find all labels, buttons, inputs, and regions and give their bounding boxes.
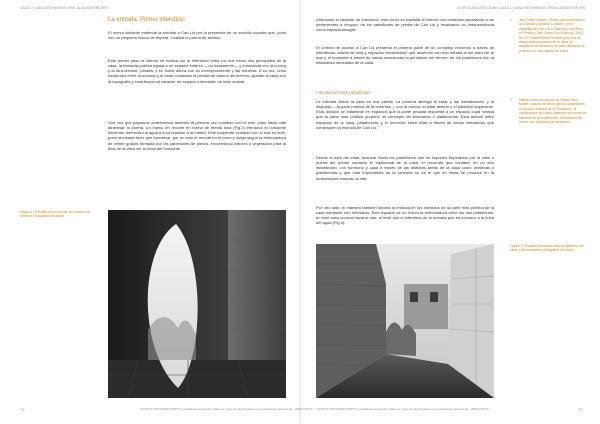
footnote-text: Jan Fisher Holmes, "Sobre Las escaleras de la Guardia y Ajurana" Lucilatro, en el complejo de Can Lis en Mallorca, Ana Ruiz en Pelzer y Jørn Utzon Cia: Edificios, 2010, 80-10. Rafael Moneo entrado (sin) con la casa cuñando cuando en la casa, el arquitecto la estructura de paso utilizando la posicion en una lugares se enfriá. <box>519 18 586 53</box>
left-footer: VIVIR LA ARQUITECTURA | La arquitectura de Jørn Utzon en Can Lis. El intersticio como elemento proyectual · ISBN 978-84 <box>140 407 313 411</box>
left-paragraph-3: Una vez que pasamos observamos también la primera vez contacto con el mar, pues nada más atravesar la puerta, un hueco en recorte en forma de media luna (Fig.2) enmarca el horizonte haciendo referencia al agua y a su relación a la marea. Este incipiente contacto con el mar es leve, pues la mirada tiene que enmarcar, por un lado el recorte en el muro y luego seguir la embocadura de veinte grados formada por los pabellones de piedra, encontrando árboles y vegetación para al final de la vista ver la línea del horizonte. <box>108 120 286 151</box>
section-title: La entrada: Primer intersticio <box>108 17 185 23</box>
footnote-text: Hablan a ello sin acento de Henrik Sten Møller, coautor del texto para los pabellones en la tesis doctoral de la Vindobona, la construcción de Utzon sustenta mucho en los estudios de la Arquitectura, la Estrutura de Utzon, con la fiducia de ocupación. <box>519 98 587 125</box>
right-page-number: 73 <box>578 407 583 412</box>
courtyard-corridor-photo <box>316 244 494 398</box>
footnote-number: 1 <box>510 18 512 22</box>
right-running-head: VIVIR LA ARQUITECTURA | CASA 1 | CASA SITEI NINHOS LERI ALOA KARTINE ERO <box>457 6 586 10</box>
page-gutter <box>299 0 301 424</box>
right-paragraph-1: Afirmando el carácter de intersticio, este muro se traslada al interior con cerámica separando a los pertenientes a ninguno de los pabellones de piedra de Can Lis y mostrando su independencia como espacio bisagra. <box>316 17 494 33</box>
footnote-1 <box>510 18 587 53</box>
right-paragraph-2: El umbral de acceso a Can Lis presenta el primera parte de un complejo recorrido a través de intersticios, salvos de cota y espacios intermedios¹ que ascendió con una mirada al sur para ver el mar y el horizonte a través de varias sucesiones la pendiente del terreno de los pabellones con la naturaleza inmediata de la casa. <box>316 45 494 66</box>
courtyard-photo-graphic <box>316 244 494 398</box>
entrance-half-moon-photo <box>108 210 286 398</box>
right-paragraph-3: La entrada divide la casa en dos partes. La primera alberga el estar y las habitaciones, y la segunda —la parte pública de la vivienda—, con la cocina, el estar abierto y el pabellón adyacente. Esta división se establece en espacios que la parte privada responde a un espacio cuya mirada que la parte más pública propone un concepto de tenedores o plataformas. Esta ambos entre espacios de la casa, plataformas y el recorrido entre ellas a través de varios intersticios que constituyen la esencia de Can Lis. <box>316 99 494 130</box>
left-running-head: CASA 1 | CASA SITEI NINHOS LERIT ALOA KARTINE ERO <box>20 6 109 10</box>
left-paragraph-1: El nuevo visitante entiende la entrada a Can Lis por la presencia de un sencillo soporte que, junto con un pequeño banco de espera, localiza la puerta de acceso. <box>108 30 286 41</box>
left-page-number: 72 <box>20 407 25 412</box>
left-paragraph-2: Este primer paso al interior se realiza por el intersticio entre los dos estos dos principales de la casa: la estancia pública ligada a un espacio exterior —un basamento— y conectada con la cocina y la otra terraza, privada, y en doble altura con su correspondiente y las troneras. A su vez, unos escalones entre la entrada y el estar continúan la pendiente natural del terreno, ajustan la casa con la topografía y contribuyen al carácter de espacio intermedio de este umbral. <box>108 58 286 84</box>
subsection-title: Intersticios entre pabellones <box>316 90 371 95</box>
footnote-2 <box>510 98 587 125</box>
left-figure-caption: Figura 2 | Entrada con el recorte en media luna del muro (fotografía del autor). <box>20 210 90 219</box>
right-figure-caption: Figura 3 | Espacio intersticial entre el pabellón del estar y los dormitorios (fotografía del autor). <box>510 244 584 253</box>
right-footer: VIVIR LA ARQUITECTURA | La arquitectura de Jørn Utzon en Can Lis. El intersticio como elemento proyectual · ISBN 978-84 <box>316 407 489 411</box>
right-paragraph-4: Desde el sofá del estar, avanzar hacia los pabellones que se suponen superados por la calle o puerta del primer contacto el tradicional de la casa, el recorrido que contaba, en un año establecido, con tumbona y casa a través de las distintas áreas de la casa como ventanas y plataformas y que más importantes de la vivienda no es el que en estas se produce en la embocadura mirando al mar. <box>316 155 494 181</box>
footnote-number: 2 <box>510 98 512 102</box>
entrance-photo-graphic <box>108 210 286 398</box>
right-paragraph-5: Por otro lado, el maestro también separa la entrada en los dominios de la parte más pública de la casa mediante otro intersticio. Este espacio de un nuevo la embocadura entre los dos pabellones, en este caso conexa hacia el mar, al nivel que el intersticio de la entrada que es cóncavo a la línea del agua (Fig.3). <box>316 205 494 226</box>
